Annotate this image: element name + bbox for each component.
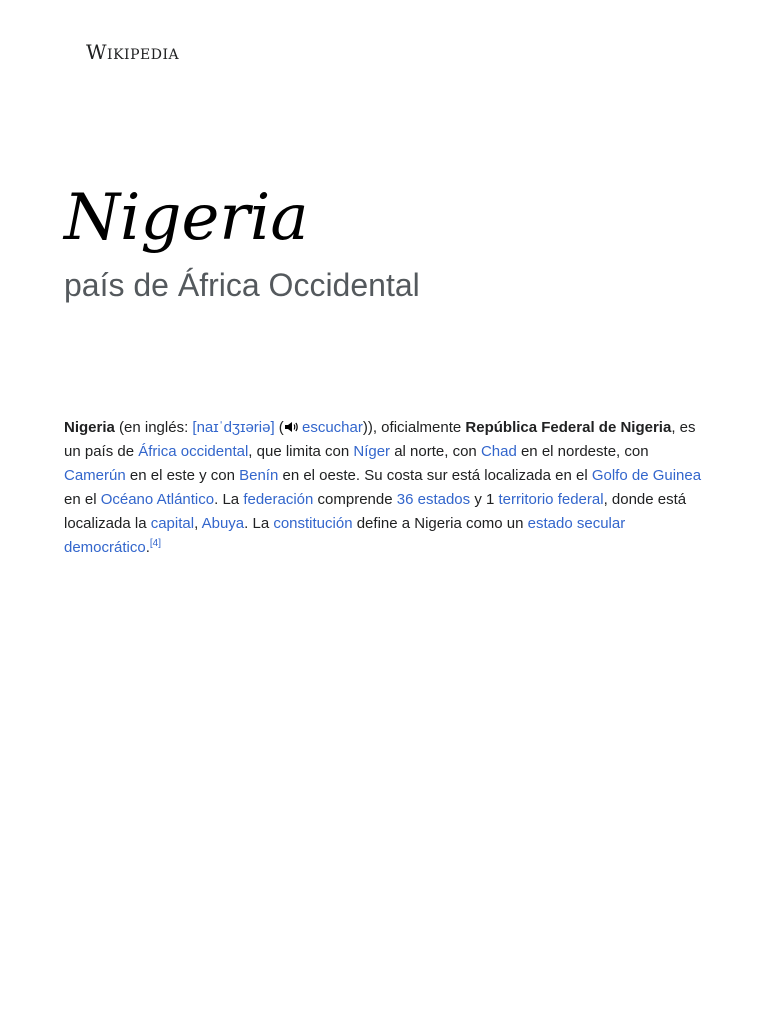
- link-abuya[interactable]: Abuya: [201, 515, 245, 532]
- lead-text: . La: [214, 491, 244, 508]
- link-constitucion[interactable]: constitución: [273, 515, 353, 532]
- lead-text: . La: [244, 515, 274, 532]
- lead-text: comprende: [313, 491, 397, 508]
- lead-text: y 1: [470, 491, 499, 508]
- lead-text: al norte, con: [390, 443, 481, 460]
- reference-link[interactable]: [4]: [149, 538, 161, 549]
- lead-paragraph: [64, 416, 704, 560]
- link-territorio-federal[interactable]: territorio federal: [498, 491, 604, 508]
- bold-official-name: República Federal de Nigeria: [465, 419, 672, 436]
- link-oceano-atlantico[interactable]: Océano Atlántico: [100, 491, 215, 508]
- lead-text: ,: [194, 515, 202, 532]
- link-federacion[interactable]: federación: [243, 491, 314, 508]
- lead-text: define a Nigeria como un: [352, 515, 528, 532]
- lead-text: )), oficialmente: [362, 419, 466, 436]
- listen-link[interactable]: escuchar: [301, 419, 363, 436]
- lead-text: , es un país de: [64, 419, 696, 460]
- link-camerun[interactable]: Camerún: [64, 467, 126, 484]
- page-subtitle: país de África Occidental: [64, 267, 420, 303]
- link-niger[interactable]: Níger: [353, 443, 391, 460]
- lead-text: en el: [64, 491, 101, 508]
- lead-text: en el este y con: [125, 467, 240, 484]
- lead-text: , donde está localizada la: [64, 491, 687, 532]
- wikipedia-logo[interactable]: Wikipedia: [86, 40, 180, 64]
- lead-text: .: [145, 539, 150, 556]
- ipa-link[interactable]: [naɪˈdʒɪəriə]: [192, 419, 275, 436]
- bold-article-name: Nigeria: [64, 419, 115, 436]
- link-chad[interactable]: Chad: [480, 443, 517, 460]
- link-36-estados[interactable]: 36 estados: [396, 491, 471, 508]
- speaker-icon[interactable]: [284, 417, 298, 429]
- lead-text: (en inglés:: [114, 419, 193, 436]
- lead-text: (: [274, 419, 284, 436]
- link-estado-secular-democratico[interactable]: estado secular democrático: [64, 515, 626, 556]
- lead-text: en el nordeste, con: [516, 443, 649, 460]
- lead-text: , que limita con: [248, 443, 354, 460]
- link-africa-occidental[interactable]: África occidental: [138, 443, 249, 460]
- link-golfo-de-guinea[interactable]: Golfo de Guinea: [591, 467, 702, 484]
- link-capital[interactable]: capital: [150, 515, 195, 532]
- link-benin[interactable]: Benín: [239, 467, 279, 484]
- lead-text: en el oeste. Su costa sur está localizada en el: [278, 467, 592, 484]
- page-title: Nigeria: [64, 181, 309, 255]
